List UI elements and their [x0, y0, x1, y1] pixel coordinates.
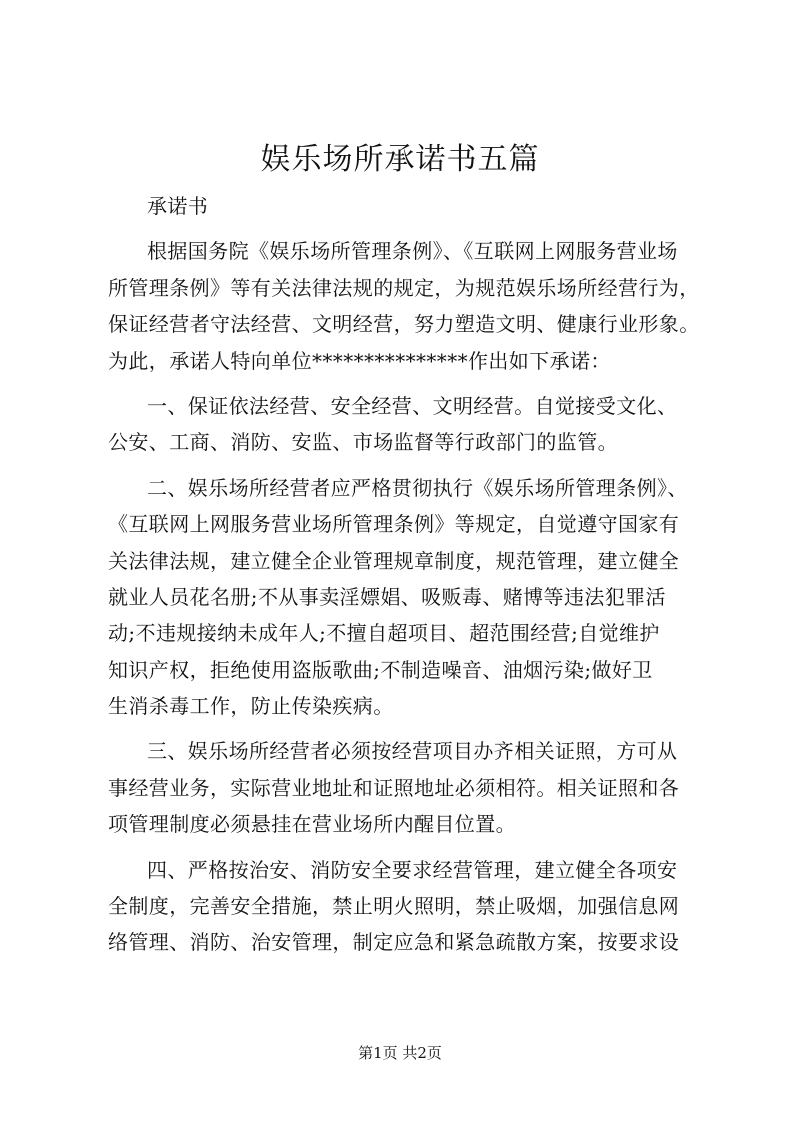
text-line: 知识产权，拒绝使用盗版歌曲;不制造噪音、油烟污染;做好卫	[108, 657, 653, 682]
text-line: 一、保证依法经营、安全经营、文明经营。自觉接受文化、	[147, 393, 678, 418]
text-line: 公安、工商、消防、安监、市场监督等行政部门的监管。	[108, 430, 618, 455]
text-line: 承诺书	[147, 194, 209, 218]
text-line: 事经营业务，实际营业地址和证照地址必须相符。相关证照和各	[108, 775, 680, 800]
text-line: 生消杀毒工作，防止传染疾病。	[108, 694, 394, 719]
page-footer: 第1页 共2页	[358, 1044, 442, 1062]
paragraph	[108, 188, 698, 224]
text-line: 络管理、消防、治安管理，制定应急和紧急疏散方案，按要求设	[108, 930, 680, 955]
paragraph	[108, 470, 698, 725]
paragraph	[108, 852, 698, 961]
text-line: 就业人员花名册;不从事卖淫嫖娼、吸贩毒、赌博等违法犯罪活	[108, 584, 666, 609]
paragraph	[108, 233, 698, 379]
text-line: 所管理条例》等有关法律法规的规定，为规范娱乐场所经营行为，	[108, 275, 700, 300]
text-line: 二、娱乐场所经营者应严格贯彻执行《娱乐场所管理条例》、	[147, 475, 688, 500]
document-body	[108, 188, 698, 961]
text-line: 保证经营者守法经营、文明经营，努力塑造文明、健康行业形象。	[108, 312, 700, 337]
text-line: 项管理制度必须悬挂在营业场所内醒目位置。	[108, 812, 516, 837]
text-line: 《互联网上网服务营业场所管理条例》等规定，自觉遵守国家有	[108, 512, 680, 537]
text-line: 关法律法规，建立健全企业管理规章制度，规范管理，建立健全	[108, 548, 680, 573]
paragraph	[108, 733, 698, 842]
text-line: 为此，承诺人特向单位***************作出如下承诺：	[108, 348, 611, 373]
page-title: 娱乐场所承诺书五篇	[260, 142, 540, 177]
text-line: 四、严格按治安、消防安全要求经营管理，建立健全各项安	[147, 857, 678, 882]
paragraph	[108, 388, 698, 461]
text-line: 全制度，完善安全措施，禁止明火照明，禁止吸烟，加强信息网	[108, 894, 680, 919]
text-line: 动;不违规接纳未成年人;不擅自超项目、超范围经营;自觉维护	[108, 621, 660, 646]
text-line: 三、娱乐场所经营者必须按经营项目办齐相关证照，方可从	[147, 739, 678, 764]
text-line: 根据国务院《娱乐场所管理条例》、《互联网上网服务营业场	[147, 239, 678, 264]
